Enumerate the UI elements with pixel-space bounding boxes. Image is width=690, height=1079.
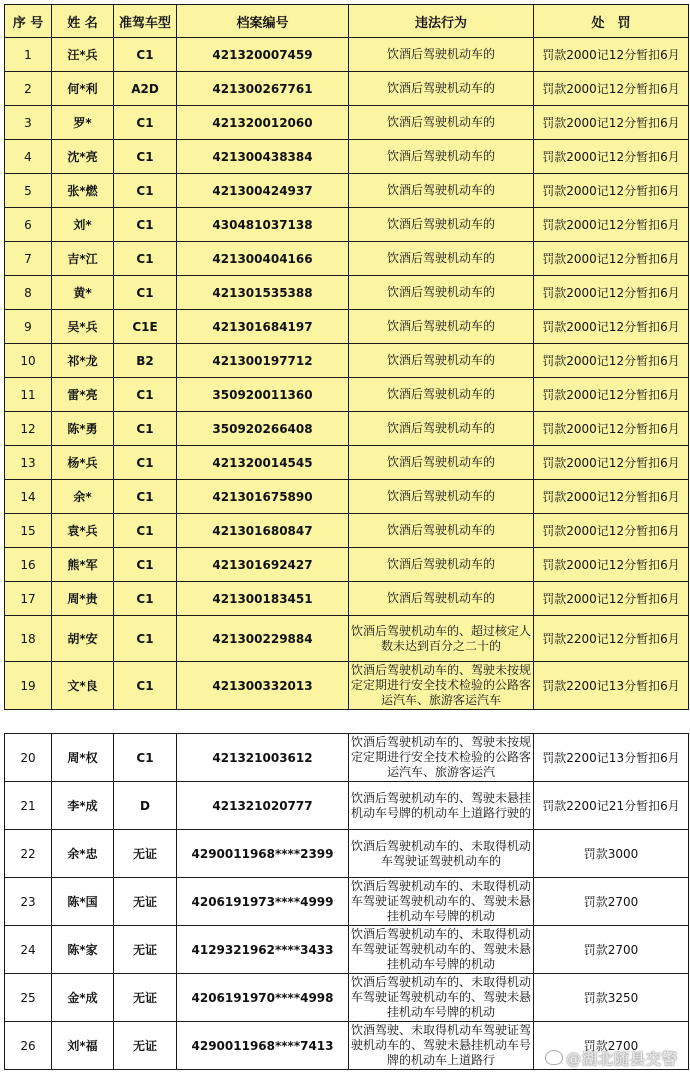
table-row [5, 734, 689, 782]
table-row [5, 830, 689, 878]
file-number-cell: 350920011360 [177, 378, 349, 412]
violation-text: 饮酒后驾驶机动车的、未取得机动车驾驶证驾驶机动车的、驾驶未悬挂机动车号牌的机动 [351, 927, 531, 971]
violation-cell [349, 140, 534, 174]
row-number-cell: 8 [5, 276, 52, 310]
row-number-cell: 26 [5, 1022, 52, 1070]
violation-text: 饮酒驾驶、未取得机动车驾驶证驾驶机动车的、驾驶未悬挂机动车号牌的机动车上道路行 [351, 1023, 531, 1067]
license-class-cell: 无证 [114, 878, 177, 926]
header-name: 姓 名 [52, 5, 114, 38]
driver-name-cell: 罗* [52, 106, 114, 140]
driver-name-cell: 文*良 [52, 662, 114, 710]
driver-name-cell: 陈*勇 [52, 412, 114, 446]
row-number-cell: 3 [5, 106, 52, 140]
violation-cell [349, 548, 534, 582]
penalty-cell: 罚款2000记12分暂扣6月 [534, 514, 689, 548]
row-number-cell: 9 [5, 310, 52, 344]
license-class-cell: 无证 [114, 1022, 177, 1070]
header-file-number: 档案编号 [177, 5, 349, 38]
table-row [5, 242, 689, 276]
penalty-cell: 罚款2000记12分暂扣6月 [534, 38, 689, 72]
license-class-cell: C1 [114, 446, 177, 480]
row-number-cell: 7 [5, 242, 52, 276]
table-row [5, 208, 689, 242]
driver-name-cell: 黄* [52, 276, 114, 310]
driver-name-cell: 袁*兵 [52, 514, 114, 548]
violation-cell [349, 276, 534, 310]
row-number-cell: 16 [5, 548, 52, 582]
license-class-cell: C1 [114, 378, 177, 412]
penalty-cell: 罚款2000记12分暂扣6月 [534, 208, 689, 242]
violation-text: 饮酒后驾驶机动车的 [386, 81, 495, 95]
table-row [5, 378, 689, 412]
license-class-cell: C1 [114, 548, 177, 582]
penalty-cell: 罚款2000记12分暂扣6月 [534, 412, 689, 446]
violation-table-top [4, 4, 689, 710]
license-class-cell: C1 [114, 582, 177, 616]
license-class-cell: C1 [114, 140, 177, 174]
row-number-cell: 19 [5, 662, 52, 710]
table-row [5, 878, 689, 926]
violation-cell [349, 782, 534, 830]
license-class-cell: C1 [114, 242, 177, 276]
violation-text: 饮酒后驾驶机动车的 [386, 319, 495, 333]
violation-text: 饮酒后驾驶机动车的 [386, 421, 495, 435]
row-number-cell: 20 [5, 734, 52, 782]
driver-name-cell: 周*贵 [52, 582, 114, 616]
file-number-cell: 421300229884 [177, 616, 349, 662]
driver-name-cell: 雷*亮 [52, 378, 114, 412]
file-number-cell: 421320012060 [177, 106, 349, 140]
violation-text: 饮酒后驾驶机动车的、未取得机动车驾驶证驾驶机动车的 [351, 838, 531, 868]
driver-name-cell: 刘*福 [52, 1022, 114, 1070]
violation-text: 饮酒后驾驶机动车的、未取得机动车驾驶证驾驶机动车的、驾驶未悬挂机动车号牌的机动 [351, 975, 531, 1019]
violation-text: 饮酒后驾驶机动车的 [386, 285, 495, 299]
penalty-cell: 罚款2700 [534, 878, 689, 926]
violation-cell [349, 926, 534, 974]
driver-name-cell: 吴*兵 [52, 310, 114, 344]
file-number-cell: 4129321962****3433 [177, 926, 349, 974]
violation-text: 饮酒后驾驶机动车的 [386, 47, 495, 61]
penalty-cell: 罚款2000记12分暂扣6月 [534, 242, 689, 276]
license-class-cell: 无证 [114, 974, 177, 1022]
driver-name-cell: 陈*家 [52, 926, 114, 974]
license-class-cell: C1 [114, 412, 177, 446]
driver-name-cell: 余*忠 [52, 830, 114, 878]
table-row [5, 140, 689, 174]
file-number-cell: 421301680847 [177, 514, 349, 548]
table-row [5, 582, 689, 616]
driver-name-cell: 祁*龙 [52, 344, 114, 378]
license-class-cell: D [114, 782, 177, 830]
violation-text: 饮酒后驾驶机动车的 [386, 217, 495, 231]
penalty-cell: 罚款2000记12分暂扣6月 [534, 378, 689, 412]
violation-text: 饮酒后驾驶机动车的 [386, 149, 495, 163]
header-row [5, 5, 689, 38]
violation-cell [349, 344, 534, 378]
row-number-cell: 23 [5, 878, 52, 926]
row-number-cell: 2 [5, 72, 52, 106]
violation-cell [349, 106, 534, 140]
violation-cell [349, 412, 534, 446]
table-row [5, 548, 689, 582]
driver-name-cell: 张*燃 [52, 174, 114, 208]
file-number-cell: 421320007459 [177, 38, 349, 72]
violation-text: 饮酒后驾驶机动车的 [386, 353, 495, 367]
table-row [5, 174, 689, 208]
weibo-logo-icon [545, 1050, 563, 1065]
file-number-cell: 421300424937 [177, 174, 349, 208]
file-number-cell: 350920266408 [177, 412, 349, 446]
penalty-cell: 罚款2000记12分暂扣6月 [534, 72, 689, 106]
violation-cell [349, 878, 534, 926]
license-class-cell: 无证 [114, 926, 177, 974]
violation-cell [349, 514, 534, 548]
file-number-cell: 421301692427 [177, 548, 349, 582]
penalty-cell: 罚款2000记12分暂扣6月 [534, 106, 689, 140]
violation-cell [349, 208, 534, 242]
table-row [5, 926, 689, 974]
header-violation: 违法行为 [349, 5, 534, 38]
penalty-cell: 罚款2000记12分暂扣6月 [534, 582, 689, 616]
file-number-cell: 421301675890 [177, 480, 349, 514]
row-number-cell: 14 [5, 480, 52, 514]
penalty-cell: 罚款2000记12分暂扣6月 [534, 276, 689, 310]
file-number-cell: 421321020777 [177, 782, 349, 830]
violation-cell [349, 734, 534, 782]
violation-table-bottom [4, 733, 689, 1070]
penalty-cell: 罚款2000记12分暂扣6月 [534, 140, 689, 174]
row-number-cell: 4 [5, 140, 52, 174]
license-class-cell: C1 [114, 734, 177, 782]
violation-text: 饮酒后驾驶机动车的 [386, 115, 495, 129]
violation-cell [349, 378, 534, 412]
license-class-cell: C1 [114, 38, 177, 72]
row-number-cell: 12 [5, 412, 52, 446]
license-class-cell: C1 [114, 174, 177, 208]
license-class-cell: B2 [114, 344, 177, 378]
violation-text: 饮酒后驾驶机动车的、驾驶未按规定定期进行安全技术检验的公路客运汽车、旅游客运汽车 [351, 663, 531, 707]
table-row [5, 446, 689, 480]
violation-text: 饮酒后驾驶机动车的 [386, 489, 495, 503]
license-class-cell: C1 [114, 276, 177, 310]
driver-name-cell: 吉*江 [52, 242, 114, 276]
penalty-cell: 罚款2000记12分暂扣6月 [534, 480, 689, 514]
penalty-cell: 罚款3000 [534, 830, 689, 878]
violation-cell [349, 242, 534, 276]
file-number-cell: 421301684197 [177, 310, 349, 344]
row-number-cell: 13 [5, 446, 52, 480]
violation-cell [349, 480, 534, 514]
file-number-cell: 4206191973****4999 [177, 878, 349, 926]
license-class-cell: C1E [114, 310, 177, 344]
row-number-cell: 10 [5, 344, 52, 378]
penalty-cell: 罚款3250 [534, 974, 689, 1022]
driver-name-cell: 杨*兵 [52, 446, 114, 480]
penalty-cell: 罚款2700 [534, 926, 689, 974]
penalty-cell: 罚款2000记12分暂扣6月 [534, 344, 689, 378]
file-number-cell: 4290011968****2399 [177, 830, 349, 878]
violation-cell [349, 1022, 534, 1070]
violation-text: 饮酒后驾驶机动车的 [386, 557, 495, 571]
row-number-cell: 1 [5, 38, 52, 72]
driver-name-cell: 何*利 [52, 72, 114, 106]
row-number-cell: 17 [5, 582, 52, 616]
penalty-cell: 罚款2000记12分暂扣6月 [534, 446, 689, 480]
license-class-cell: C1 [114, 662, 177, 710]
file-number-cell: 430481037138 [177, 208, 349, 242]
license-class-cell: C1 [114, 616, 177, 662]
file-number-cell: 421300267761 [177, 72, 349, 106]
file-number-cell: 4290011968****7413 [177, 1022, 349, 1070]
violation-cell [349, 582, 534, 616]
violation-cell [349, 830, 534, 878]
driver-name-cell: 余* [52, 480, 114, 514]
row-number-cell: 5 [5, 174, 52, 208]
header-penalty: 处 罚 [534, 5, 689, 38]
penalty-cell: 罚款2200记13分暂扣6月 [534, 734, 689, 782]
license-class-cell: 无证 [114, 830, 177, 878]
violation-text: 饮酒后驾驶机动车的 [386, 387, 495, 401]
violation-text: 饮酒后驾驶机动车的、未取得机动车驾驶证驾驶机动车的、驾驶未悬挂机动车号牌的机动 [351, 879, 531, 923]
row-number-cell: 21 [5, 782, 52, 830]
driver-name-cell: 周*权 [52, 734, 114, 782]
table-row [5, 662, 689, 710]
violation-text: 饮酒后驾驶机动车的 [386, 183, 495, 197]
violation-text: 饮酒后驾驶机动车的 [386, 591, 495, 605]
penalty-cell: 罚款2200记12分暂扣6月 [534, 616, 689, 662]
violation-text: 饮酒后驾驶机动车的、驾驶未悬挂机动车号牌的机动车上道路行驶的 [351, 790, 531, 820]
driver-name-cell: 刘* [52, 208, 114, 242]
row-number-cell: 11 [5, 378, 52, 412]
file-number-cell: 4206191970****4998 [177, 974, 349, 1022]
table-row [5, 782, 689, 830]
table-row [5, 310, 689, 344]
table-row [5, 72, 689, 106]
violation-cell [349, 662, 534, 710]
driver-name-cell: 金*成 [52, 974, 114, 1022]
table-row [5, 616, 689, 662]
violation-text: 饮酒后驾驶机动车的 [386, 251, 495, 265]
table-row [5, 412, 689, 446]
license-class-cell: C1 [114, 480, 177, 514]
violation-cell [349, 616, 534, 662]
violation-cell [349, 38, 534, 72]
table-row [5, 276, 689, 310]
row-number-cell: 18 [5, 616, 52, 662]
driver-name-cell: 李*成 [52, 782, 114, 830]
violation-text: 饮酒后驾驶机动车的、驾驶未按规定定期进行安全技术检验的公路客运汽车、旅游客运汽 [351, 735, 531, 779]
violation-cell [349, 446, 534, 480]
violation-text: 饮酒后驾驶机动车的 [386, 455, 495, 469]
license-class-cell: C1 [114, 208, 177, 242]
penalty-cell: 罚款2000记12分暂扣6月 [534, 174, 689, 208]
violation-cell [349, 310, 534, 344]
penalty-cell: 罚款2200记13分暂扣6月 [534, 662, 689, 710]
file-number-cell: 421301535388 [177, 276, 349, 310]
row-number-cell: 15 [5, 514, 52, 548]
row-number-cell: 22 [5, 830, 52, 878]
penalty-cell: 罚款2000记12分暂扣6月 [534, 310, 689, 344]
driver-name-cell: 熊*军 [52, 548, 114, 582]
violation-text: 饮酒后驾驶机动车的、超过核定人数未达到百分之二十的 [351, 623, 531, 653]
table-row [5, 106, 689, 140]
watermark-text: @湖北随县交警 [565, 1050, 678, 1068]
table-row [5, 38, 689, 72]
file-number-cell: 421321003612 [177, 734, 349, 782]
table-row [5, 480, 689, 514]
violation-cell [349, 72, 534, 106]
violation-cell [349, 174, 534, 208]
penalty-cell: 罚款2000记12分暂扣6月 [534, 548, 689, 582]
row-number-cell: 24 [5, 926, 52, 974]
row-number-cell: 25 [5, 974, 52, 1022]
penalty-cell: 罚款2200记21分暂扣6月 [534, 782, 689, 830]
file-number-cell: 421300404166 [177, 242, 349, 276]
driver-name-cell: 沈*亮 [52, 140, 114, 174]
table-row [5, 514, 689, 548]
license-class-cell: C1 [114, 514, 177, 548]
license-class-cell: C1 [114, 106, 177, 140]
table-row [5, 974, 689, 1022]
driver-name-cell: 胡*安 [52, 616, 114, 662]
row-number-cell: 6 [5, 208, 52, 242]
header-no: 序 号 [5, 5, 52, 38]
header-license-class: 准驾车型 [114, 5, 177, 38]
license-class-cell: A2D [114, 72, 177, 106]
file-number-cell: 421300183451 [177, 582, 349, 616]
penalty-cell: 罚款2700 [534, 1022, 689, 1070]
violation-cell [349, 974, 534, 1022]
file-number-cell: 421300438384 [177, 140, 349, 174]
driver-name-cell: 陈*国 [52, 878, 114, 926]
file-number-cell: 421320014545 [177, 446, 349, 480]
file-number-cell: 421300197712 [177, 344, 349, 378]
table-row [5, 344, 689, 378]
violation-text: 饮酒后驾驶机动车的 [386, 523, 495, 537]
weibo-watermark [545, 1048, 678, 1069]
driver-name-cell: 汪*兵 [52, 38, 114, 72]
file-number-cell: 421300332013 [177, 662, 349, 710]
